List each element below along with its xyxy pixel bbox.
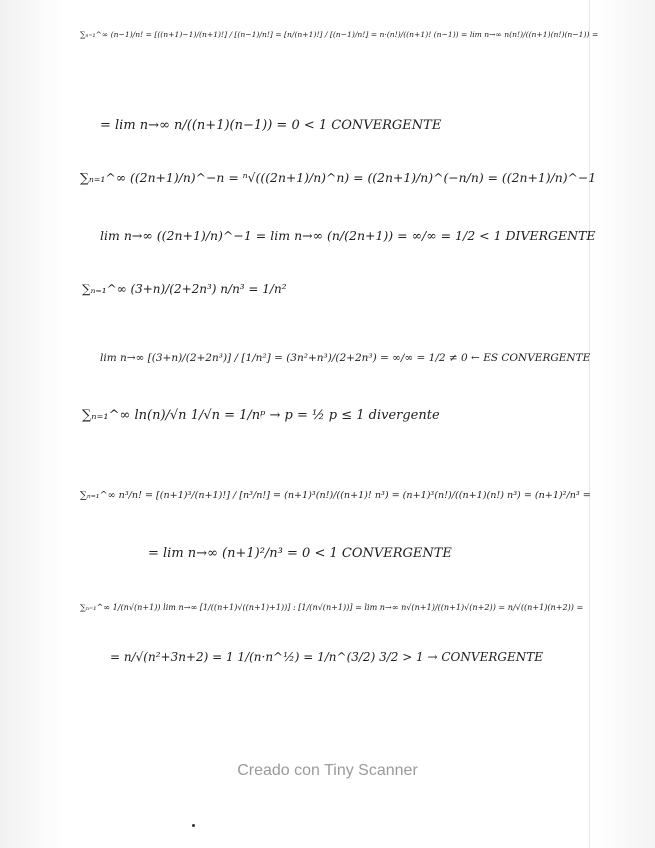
series-5-line-2: = lim n→∞ (n+1)²/n³ = 0 < 1 CONVERGENTE [148, 546, 452, 561]
series-1-line-2: = lim n→∞ n/((n+1)(n−1)) = 0 < 1 CONVERGENTE [100, 118, 442, 133]
series-4-line-1: ∑ₙ₌₁^∞ ln(n)/√n 1/√n = 1/nᵖ → p = ½ p ≤ 1 divergente [82, 408, 440, 423]
series-6-line-1: ∑ₙ₌₁^∞ 1/(n√(n+1)) lim n→∞ [1/((n+1)√((n+1)+1))] : [1/(n√(n+1))] = lim n→∞ n√(n+1)/((n+1)√(n+2)) = n/√((n+1)(n+2)) = [80, 602, 584, 612]
page-right-shadow [589, 0, 655, 848]
series-2-line-2: lim n→∞ ((2n+1)/n)^−1 = lim n→∞ (n/(2n+1)) = ∞/∞ = 1/2 < 1 DIVERGENTE [100, 228, 596, 243]
series-5-line-1: ∑ₙ₌₁^∞ n³/n! = [(n+1)³/(n+1)!] / [n³/n!] = (n+1)³(n!)/((n+1)! n³) = (n+1)³(n!)/((n+1)(n!) n³) = (n+1)²/n³ = [80, 490, 591, 501]
series-2-line-1: ∑ₙ₌₁^∞ ((2n+1)/n)^−n = ⁿ√(((2n+1)/n)^n) = ((2n+1)/n)^(−n/n) = ((2n+1)/n)^−1 [80, 170, 597, 185]
page-edge-line [589, 0, 590, 848]
series-3-line-2: lim n→∞ [(3+n)/(2+2n³)] / [1/n²] = (3n²+n³)/(2+2n³) = ∞/∞ = 1/2 ≠ 0 ← ES CONVERGENTE [100, 352, 591, 364]
ink-dot [192, 824, 195, 827]
series-3-line-1: ∑ₙ₌₁^∞ (3+n)/(2+2n³) n/n³ = 1/n² [82, 282, 287, 296]
page-left-shadow [0, 0, 68, 848]
series-6-line-2: = n/√(n²+3n+2) = 1 1/(n·n^½) = 1/n^(3/2) 3/2 > 1 → CONVERGENTE [110, 650, 543, 664]
scanner-watermark: Creado con Tiny Scanner [237, 762, 418, 779]
series-1-line-1: ∑ₙ₌₁^∞ (n−1)/n! = [((n+1)−1)/(n+1)!] / [(n−1)/n!] = [n/(n+1)!] / [(n−1)/n!] = n·(n!)/((n+1)! (n−1)) = lim n→∞ n(n!)/((n+1)(n!)(n−1)) = [80, 30, 599, 39]
